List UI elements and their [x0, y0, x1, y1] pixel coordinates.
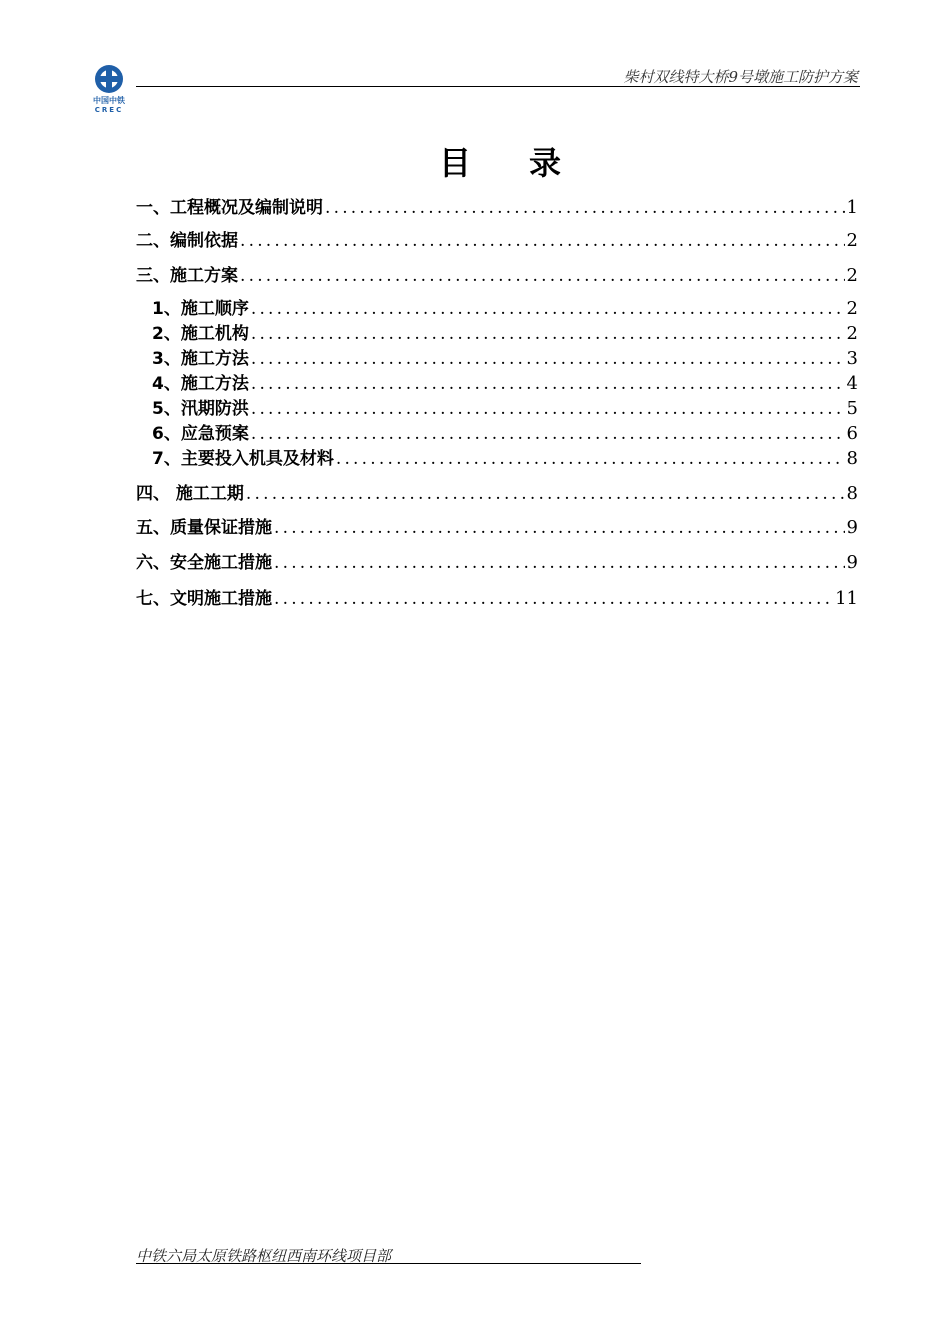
toc-entry[interactable] [152, 348, 858, 370]
toc-entry-label: 6、应急预案 [152, 424, 249, 444]
toc-entry-label: 五、质量保证措施 [136, 518, 272, 538]
crec-logo [84, 62, 134, 114]
toc-entry[interactable] [152, 398, 858, 420]
toc-dot-leader [240, 230, 845, 252]
toc-entry-label: 三、施工方案 [136, 266, 238, 286]
toc-entry-label: 四、 施工工期 [136, 484, 244, 504]
toc-entry-page-number: 2 [846, 230, 858, 251]
footer-text: 中铁六局太原铁路枢纽西南环线项目部 [136, 1247, 392, 1265]
toc-entry-label: 3、施工方法 [152, 349, 249, 369]
toc-entry-page-number: 5 [846, 398, 858, 419]
toc-entry-page-number: 11 [835, 588, 858, 609]
toc-entry-page-number: 9 [846, 517, 858, 538]
toc-dot-leader [246, 483, 845, 505]
toc-dot-leader [274, 588, 833, 610]
toc-entry[interactable] [136, 197, 858, 219]
toc-dot-leader [325, 197, 845, 219]
toc-heading-text: 目录 [438, 144, 619, 182]
toc-entry[interactable] [152, 373, 858, 395]
toc-entry[interactable] [136, 588, 858, 610]
toc-entry-page-number: 4 [846, 373, 858, 394]
toc-entry-label: 一、工程概况及编制说明 [136, 198, 323, 218]
crec-logo-icon [84, 62, 134, 114]
logo-text-cn: 中国中铁 [93, 96, 125, 105]
document-header-title: 柴村双线特大桥9号墩施工防护方案 [623, 68, 858, 86]
toc-dot-leader [251, 373, 845, 395]
footer-divider [136, 1263, 641, 1264]
toc-dot-leader [251, 323, 845, 345]
toc-dot-leader [251, 348, 845, 370]
toc-dot-leader [240, 265, 845, 287]
toc-entry[interactable] [136, 517, 858, 539]
toc-entry-page-number: 2 [846, 323, 858, 344]
toc-entry-page-number: 1 [846, 197, 858, 218]
toc-entry-label: 7、主要投入机具及材料 [152, 449, 334, 469]
toc-entry[interactable] [136, 552, 858, 574]
toc-entry-page-number: 8 [846, 448, 858, 469]
toc-dot-leader [251, 398, 845, 420]
toc-entry-label: 4、施工方法 [152, 374, 249, 394]
toc-entry[interactable] [136, 483, 858, 505]
toc-entry-label: 1、施工顺序 [152, 299, 249, 319]
toc-entry[interactable] [152, 448, 858, 470]
toc-entry-label: 七、文明施工措施 [136, 589, 272, 609]
toc-entry-label: 六、安全施工措施 [136, 553, 272, 573]
toc-dot-leader [274, 517, 845, 539]
logo-text-en: CREC [94, 106, 124, 114]
toc-heading [0, 138, 950, 184]
toc-dot-leader [274, 552, 845, 574]
toc-entry[interactable] [152, 298, 858, 320]
toc-entry[interactable] [136, 230, 858, 252]
header-divider [136, 86, 860, 87]
toc-entry-page-number: 2 [846, 298, 858, 319]
toc-entry-page-number: 2 [846, 265, 858, 286]
toc-dot-leader [336, 448, 845, 470]
toc-entry-page-number: 8 [846, 483, 858, 504]
toc-entry-page-number: 6 [846, 423, 858, 444]
toc-entry-label: 5、汛期防洪 [152, 399, 249, 419]
toc-entry[interactable] [152, 423, 858, 445]
toc-entry[interactable] [152, 323, 858, 345]
toc-entry-label: 二、编制依据 [136, 231, 238, 251]
toc-entry-page-number: 9 [846, 552, 858, 573]
toc-dot-leader [251, 423, 845, 445]
toc-dot-leader [251, 298, 845, 320]
toc-entry[interactable] [136, 265, 858, 287]
toc-entry-page-number: 3 [846, 348, 858, 369]
toc-entry-label: 2、施工机构 [152, 324, 249, 344]
